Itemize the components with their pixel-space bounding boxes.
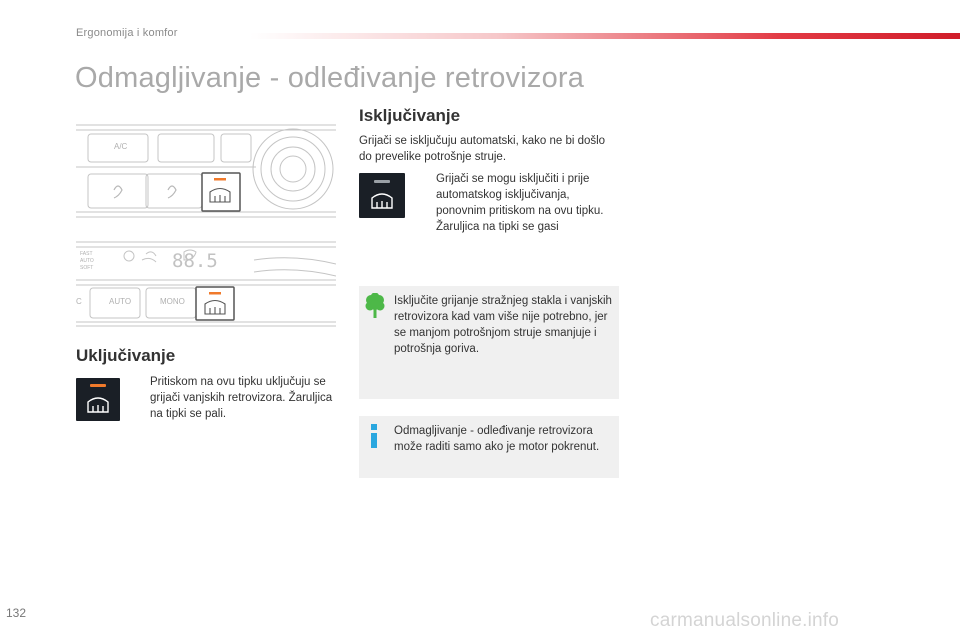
info-note-text: Odmagljivanje - odleđivanje retrovizora može raditi samo ako je motor pokrenut. — [394, 425, 600, 453]
header-accent-bar — [250, 33, 960, 39]
rear-defrost-key-on — [76, 378, 120, 421]
climate-panel-illustration-bottom — [76, 238, 336, 328]
switch-off-heading: Isključivanje — [359, 106, 461, 125]
section-label: Ergonomija i komfor — [76, 27, 178, 39]
rear-screen-defrost-icon — [76, 378, 120, 421]
ac-label: A/C — [114, 142, 128, 151]
watermark: carmanualsonline.info — [650, 610, 840, 631]
eco-note-box — [359, 286, 619, 399]
switch-off-intro: Grijači se isključuju automatski, kako ne bi došlo do prevelike potrošnje struje. — [359, 135, 606, 163]
page-title: Odmagljivanje - odleđivanje retrovizora — [75, 62, 585, 94]
switch-on-item — [131, 374, 336, 422]
page-number: 132 — [6, 606, 27, 620]
display-value: 88.5 — [172, 250, 218, 272]
info-icon — [368, 424, 380, 448]
switch-on-heading: Uključivanje — [76, 346, 176, 365]
rear-defrost-key-off — [359, 173, 405, 218]
switch-off-item — [416, 171, 621, 235]
switch-on-text: Pritiskom na ovu tipku uključuju se grijači vanjskih retrovizora. Žaruljica na tipki se pali. — [150, 376, 333, 420]
c-label: C — [76, 297, 82, 306]
eco-note-text: Isključite grijanje stražnjeg stakla i vanjskih retrovizora kad vam više nije potrebno, jer se manjom potrošnjom struje smanjuje i potrošnja goriva. — [394, 295, 612, 355]
info-note-box — [359, 416, 619, 478]
climate-panel-illustration-top — [76, 120, 336, 220]
rear-screen-defrost-icon — [359, 173, 405, 218]
mono-button-label: MONO — [160, 297, 185, 306]
eco-tree-icon — [365, 293, 385, 319]
fast-label: FAST — [80, 251, 93, 257]
auto-label: AUTO — [80, 258, 94, 264]
soft-label: SOFT — [80, 265, 94, 271]
climate-panel-top-drawing — [76, 120, 336, 220]
auto-button-label: AUTO — [109, 297, 132, 306]
switch-off-text: Grijači se mogu isključiti i prije automatskog isključivanja, ponovnim pritiskom na ovu tipku. Žaruljica na tipki se gasi — [436, 173, 604, 233]
